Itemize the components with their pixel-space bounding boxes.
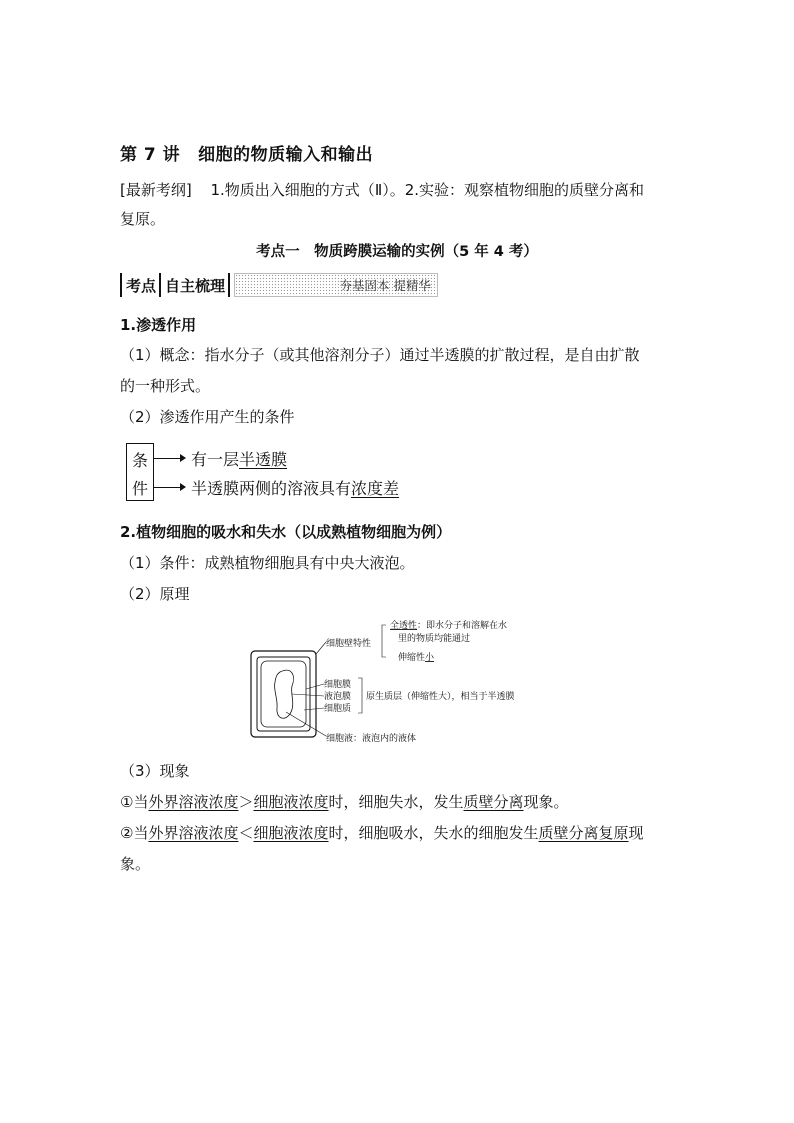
permeable-line — [390, 619, 507, 631]
permeable-line-2: 里的物质均能通过 — [398, 634, 471, 644]
permeable-rest: ：即水分子和溶解在水 — [417, 621, 508, 631]
item1-operator: ＞ — [238, 793, 254, 811]
plant-cell-principle: （2）原理 — [120, 585, 190, 603]
box-char-1: 条 — [132, 451, 149, 470]
lecture-title — [120, 140, 373, 165]
condition-2-prefix: 半透膜两侧的溶液具有 — [191, 479, 352, 498]
item1-pre: ①当 — [120, 793, 149, 811]
exam-point-heading: 考点一 物质跨膜运输的实例（5 年 4 考） — [256, 244, 538, 260]
section-bar — [120, 273, 438, 297]
section-label-2: 自主梳理 — [161, 273, 230, 297]
phenomenon-item-2-cont: 象。 — [120, 855, 151, 873]
item1-sap-concentration: 细胞液浓度 — [253, 793, 329, 811]
phenomenon-item-1 — [120, 791, 569, 812]
plant-cell-condition: （1）条件：成熟植物细胞具有中央大液泡。 — [120, 554, 415, 572]
item1-outer-concentration: 外界溶液浓度 — [148, 793, 239, 811]
syllabus-line-1 — [120, 179, 644, 200]
vacuole-membrane-label: 液泡膜 — [324, 692, 352, 702]
condition-1-key: 半透膜 — [239, 450, 288, 469]
osmosis-concept-line-2: 的一种形式。 — [120, 377, 211, 395]
cell-membrane-label: 细胞膜 — [324, 680, 352, 690]
cell-sap-label: 细胞液：液泡内的液体 — [326, 734, 417, 744]
item1-plasmolysis: 质壁分离 — [463, 793, 524, 811]
item2-pre: ②当 — [120, 824, 149, 842]
lecture-name: 细胞的物质输入和输出 — [198, 145, 374, 165]
phenomenon-item-2 — [120, 822, 644, 843]
arrow-right-icon — [153, 458, 183, 459]
vacuole-shape — [275, 670, 294, 718]
osmosis-concept-line-1: （1）概念：指水分子（或其他溶剂分子）通过半透膜的扩散过程，是自由扩散 — [120, 346, 640, 364]
syllabus-text: 1.物质出入细胞的方式（Ⅱ）。2.实验：观察植物细胞的质壁分离和 — [210, 181, 645, 199]
item2-sap-concentration: 细胞液浓度 — [253, 824, 329, 842]
arrow-right-icon — [153, 487, 183, 488]
item2-deplasmolysis: 质壁分离复原 — [538, 824, 629, 842]
item2-mid: 时，细胞吸水，失水的细胞发生 — [328, 824, 539, 842]
item1-end: 现象。 — [523, 793, 569, 811]
osmosis-conditions-heading: （2）渗透作用产生的条件 — [120, 408, 295, 426]
item2-operator: ＜ — [238, 824, 254, 842]
section-slogan: 夯基固本 提精华 — [234, 273, 438, 297]
stretch-prefix: 伸缩性 — [398, 653, 426, 663]
conditions-diagram — [126, 443, 456, 503]
protoplast-label: 原生质层（伸缩性大），相当于半透膜 — [366, 692, 515, 702]
permeable-key: 全透性 — [390, 621, 418, 631]
wall-traits-label: 细胞壁特性 — [326, 639, 372, 649]
condition-row-1 — [153, 447, 287, 470]
stretch-line — [398, 651, 435, 663]
item2-outer-concentration: 外界溶液浓度 — [148, 824, 239, 842]
phenomenon-heading: （3）现象 — [120, 762, 190, 780]
lecture-number: 第 7 讲 — [120, 145, 181, 165]
item2-end: 现 — [628, 824, 644, 842]
syllabus-tag: [最新考纲] — [120, 181, 192, 199]
syllabus-line-2: 复原。 — [120, 210, 166, 228]
stretch-key: 小 — [425, 653, 435, 663]
box-char-2: 件 — [132, 479, 149, 498]
condition-2-key: 浓度差 — [351, 479, 400, 498]
cytoplasm-label: 细胞质 — [324, 704, 352, 714]
section-label-1: 考点 — [120, 273, 161, 297]
plant-cell-heading: 2.植物细胞的吸水和失水（以成熟植物细胞为例） — [120, 523, 452, 541]
plant-cell-diagram — [246, 614, 546, 749]
conditions-box — [126, 443, 154, 501]
condition-row-2 — [153, 476, 399, 499]
cell-wall-inner — [257, 657, 310, 731]
osmosis-heading: 1.渗透作用 — [120, 316, 197, 334]
condition-1-prefix: 有一层 — [191, 450, 240, 469]
item1-mid: 时，细胞失水，发生 — [328, 793, 464, 811]
